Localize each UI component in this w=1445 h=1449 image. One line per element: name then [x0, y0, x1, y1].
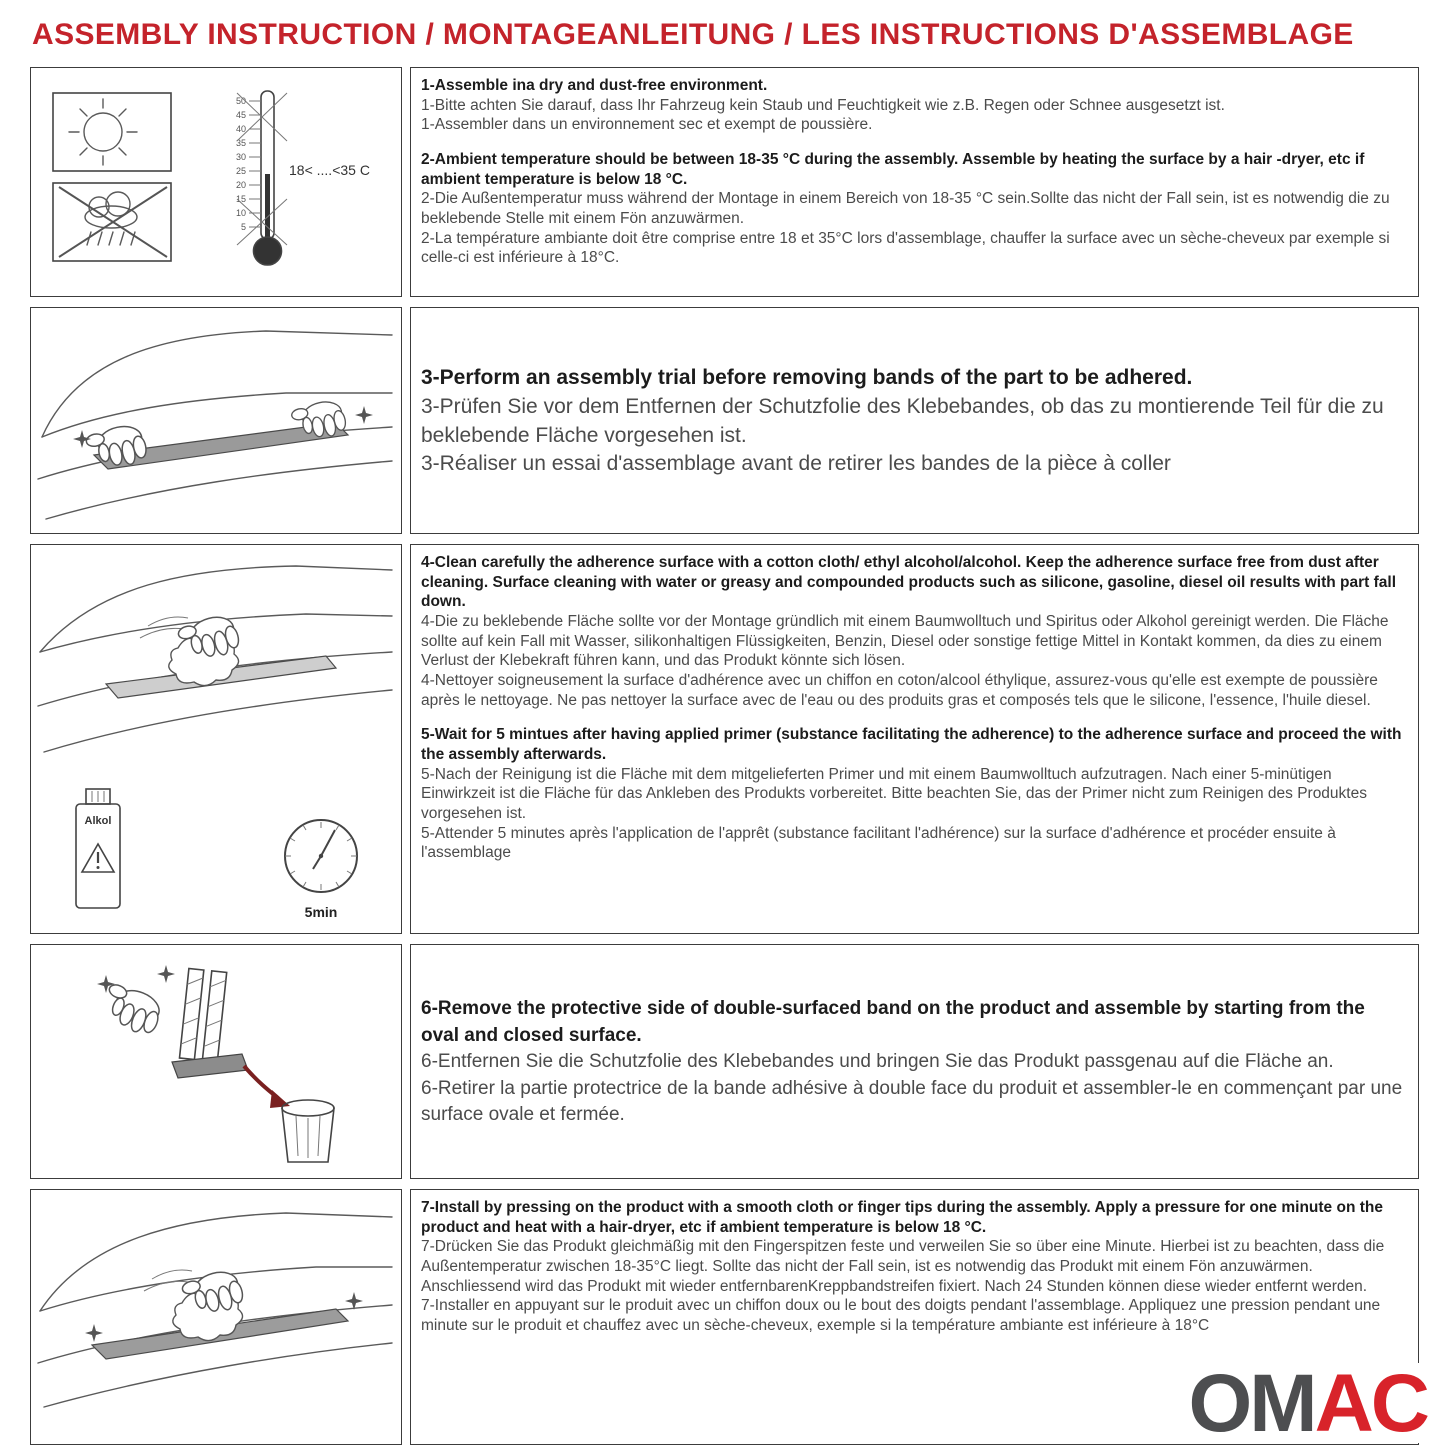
step-6-en: 6-Remove the protective side of double-surfaced band on the product and assemble by starting from the oval and closed surface.: [421, 998, 1365, 1046]
thermo-tick: 20: [235, 180, 246, 190]
trash-bin-icon: [282, 1100, 334, 1162]
thermo-tick: 5: [240, 222, 246, 232]
step-6-text: [410, 944, 1419, 1179]
sun-icon: [53, 93, 171, 171]
step-3-row: [30, 307, 1419, 534]
step-5-en: 5-Wait for 5 mintues after having applied primer (substance facilitating the adherence) to the adherence surface and proceed the with the assembly afterwards.: [421, 726, 1402, 764]
step-3-en: 3-Perform an assembly trial before removing bands of the part to be adhered.: [421, 365, 1193, 389]
warning-triangle-icon: [82, 844, 114, 872]
alcohol-bottle-icon: [76, 789, 120, 908]
sparkle-icon: [157, 965, 175, 983]
illustration-cleaning: [30, 544, 402, 934]
environment-illustration: [41, 79, 391, 285]
discard-arrow-icon: [244, 1066, 290, 1108]
temperature-range-label: 18< ....<35 C: [289, 162, 370, 178]
step-4-de: 4-Die zu beklebende Fläche sollte vor der Montage gründlich mit einem Baumwolltuch und Spiritus oder Alkohol gereinigt werden. Die Fläche sollte auf kein Fall mit Wasser, silikonhaltigen Flüssigkeiten, Benzin, Diesel oder sonstige fettige Mittel in Kontakt kommen, da dies zu einem Verlust der Klebekraft führen kann, und das Produkt könnte sich lösen.: [421, 613, 1389, 670]
step-1-en: 1-Assemble ina dry and dust-free environment.: [421, 77, 768, 94]
step-7-de: 7-Drücken Sie das Produkt gleichmäßig mit den Fingerspitzen feste und verweilen Sie so über eine Minute. Hierbei ist zu beachten, dass die Außentemperatur zwischen 18-35°C liegt. Sollte das nicht der Fall sein, ist es notwendig das Produkt mit einem Fön anzuwärmen. Anschliessend wird das Produkt mit wieder entfernbarenKreppbandstreifen fixiert. Nach 24 Stunden können diese wieder entfernt werden.: [421, 1238, 1385, 1295]
illustration-trial-placement: [30, 307, 402, 534]
thermo-tick: 50: [235, 96, 246, 106]
logo-text-dark: OM: [1188, 1358, 1315, 1449]
no-rain-icon: [53, 183, 171, 261]
hand-icon: [98, 981, 165, 1039]
step-4-fr: 4-Nettoyer soigneusement la surface d'adhérence avec un chiffon en coton/alcool éthylique, assurez-vous qu'elle est exempte de poussière après le nettoyage. Ne pas nettoyer la surface avec de l'eau ou des produits gras et composés tels que le silicone, l'essence, l'huile diesel.: [421, 672, 1378, 709]
door-sill-placement-illustration: [36, 319, 396, 522]
tape-removal-illustration: [36, 956, 396, 1167]
wait-time-label: 5min: [304, 904, 338, 920]
step-2-fr: 2-La température ambiante doit être comprise entre 18 et 35°C lors d'assemblage, chauffer la surface avec un sèche-cheveux par exemple si celle-ci est inférieure à 18°C.: [421, 229, 1390, 267]
step-6-fr: 6-Retirer la partie protectrice de la bande adhésive à double face du produit et assembler-le en commençant par une surface ovale et fermée.: [421, 1077, 1403, 1126]
step-1-de: 1-Bitte achten Sie darauf, dass Ihr Fahrzeug kein Staub und Feuchtigkeit wie z.B. Regen oder Schnee ausgesetzt ist.: [421, 96, 1225, 114]
thermo-tick: 15: [235, 194, 246, 204]
cleaning-illustration: [36, 556, 396, 922]
step-2-en: 2-Ambient temperature should be between 18-35 °C during the assembly. Assemble by heating the surface by a hair -dryer, etc if ambient temperature is below 18 °C.: [421, 151, 1365, 188]
step-5-de: 5-Nach der Reinigung ist die Fläche mit dem mitgelieferten Primer und mit einem Baumwolltuch aufzutragen. Nach einer 5-minütigen Einwirkzeit ist die Fläche für das Ankleben des Produkts vorbereitet. Bitte beachten Sie, das der Primer nicht zum Reinigen des Produktes vorgesehen ist.: [421, 765, 1367, 823]
sparkle-icon: [355, 406, 373, 424]
step-7-fr: 7-Installer en appuyant sur le produit avec un chiffon doux ou le bout des doigts pendant l'assemblage. Appliquez une pression pendant une minute sur le produit et chauffez avec un sèche-cheveux, exemple si la température ambiante est inférieure à 18°C: [421, 1297, 1381, 1335]
step-6-row: [30, 944, 1419, 1179]
step-3-de: 3-Prüfen Sie vor dem Entfernen der Schutzfolie des Klebebandes, ob das zu montierende Teil für die zu beklebende Fläche vorgesehen ist.: [421, 394, 1384, 447]
thermometer-icon: [236, 91, 370, 265]
thermo-tick: 40: [235, 124, 246, 134]
logo-text-red: AC: [1314, 1358, 1427, 1449]
pressing-illustration: [36, 1201, 396, 1433]
illustration-band-removal: [30, 944, 402, 1179]
step-4-5-text: [410, 544, 1419, 934]
paragraph-gap: [421, 710, 1406, 725]
step-3-fr: 3-Réaliser un essai d'assemblage avant de retirer les bandes de la pièce à coller: [421, 452, 1171, 476]
step-1-2-row: [30, 67, 1419, 297]
thermo-tick: 30: [235, 152, 246, 162]
step-6-de: 6-Entfernen Sie die Schutzfolie des Klebebandes und bringen Sie das Produkt passgenau auf die Fläche an.: [421, 1051, 1334, 1073]
paragraph-gap: [421, 135, 1406, 150]
step-4-en: 4-Clean carefully the adherence surface with a cotton cloth/ ethyl alcohol/alcohol. Keep the adherence surface free from dust after cleaning. Surface cleaning with water or greasy and compounded products such as silicone, gasoline, diesel oil results with part fall down.: [421, 554, 1397, 611]
thermo-tick: 35: [235, 138, 246, 148]
step-3-text: [410, 307, 1419, 534]
bottle-label: Alkol: [84, 815, 112, 827]
step-1-2-text: [410, 67, 1419, 297]
omac-logo: [1178, 1358, 1429, 1449]
page-title: ASSEMBLY INSTRUCTION / MONTAGEANLEITUNG / LES INSTRUCTIONS D'ASSEMBLAGE: [32, 18, 1354, 51]
step-1-fr: 1-Assembler dans un environnement sec et exempt de poussière.: [421, 116, 873, 134]
illustration-pressing: [30, 1189, 402, 1445]
step-5-fr: 5-Attender 5 minutes après l'application de l'apprêt (substance facilitant l'adhérence) sur la surface d'adhérence et procéder ensuite à l'assemblage: [421, 824, 1336, 862]
thermo-tick: 45: [235, 110, 246, 120]
illustration-environment: [30, 67, 402, 297]
step-4-5-row: [30, 544, 1419, 934]
protective-bands: [179, 968, 226, 1061]
thermo-tick: 10: [235, 208, 246, 218]
sparkle-icon: [85, 1324, 103, 1342]
timer-clock-icon: [285, 820, 357, 920]
step-7-en: 7-Install by pressing on the product with a smooth cloth or finger tips during the assembly. Apply a pressure for one minute on the product and heat with a hair-dryer, etc if ambient temperature is below 18 °C.: [421, 1199, 1383, 1236]
thermo-tick: 25: [235, 166, 246, 176]
step-2-de: 2-Die Außentemperatur muss während der Montage in einem Bereich von 18-35 °C sein.Sollte das nicht der Fall sein, ist es notwendig die zu beklebende Stelle mit einem Fön anzuwärmen.: [421, 190, 1390, 228]
